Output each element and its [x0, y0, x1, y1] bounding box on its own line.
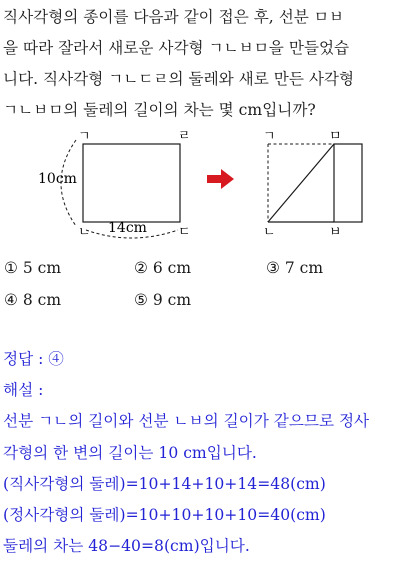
folded-rectangle — [263, 129, 362, 240]
question-text — [3, 2, 397, 126]
answer-line: 정답 : ④ — [3, 350, 64, 368]
choice-3[interactable]: ③ 7 cm — [266, 259, 324, 277]
solution-line: (정사각형의 둘레)=10+10+10+10=40(cm) — [3, 506, 326, 525]
choice-2[interactable]: ② 6 cm — [134, 259, 192, 277]
vertex-label: ㄱ — [78, 129, 91, 144]
solution-line: 선분 ㄱㄴ의 길이와 선분 ㄴㅂ의 길이가 같으므로 정사 — [3, 412, 370, 431]
vertex-label: ㄷ — [178, 225, 191, 240]
arrow-right-icon — [207, 169, 234, 189]
height-label: 10cm — [38, 171, 77, 187]
solution-line: (직사각형의 둘레)=10+14+10+14=48(cm) — [3, 474, 326, 493]
solution-heading: 해설 : — [3, 381, 44, 400]
question-line: ㄱㄴㅂㅁ의 둘레의 길이의 차는 몇 cm입니까? — [3, 101, 316, 119]
choice-5[interactable]: ⑤ 9 cm — [134, 291, 192, 309]
solution-line: 각형의 한 변의 길이는 10 cm입니다. — [3, 443, 257, 462]
answer-choices — [4, 252, 394, 316]
choice-1[interactable]: ① 5 cm — [4, 259, 62, 277]
width-label: 14cm — [108, 220, 147, 236]
question-line: 을 따라 잘라서 새로운 사각형 ㄱㄴㅂㅁ을 만들었습 — [3, 39, 350, 57]
vertex-label: ㄱ — [263, 129, 276, 144]
vertex-label: ㅁ — [329, 129, 342, 144]
folding-figure — [0, 128, 400, 252]
vertex-label: ㅂ — [329, 225, 342, 240]
vertex-label: ㄴ — [78, 225, 91, 240]
original-rectangle — [38, 129, 191, 240]
solution — [3, 344, 397, 562]
question-line: 직사각형의 종이를 다음과 같이 접은 후, 선분 ㅁㅂ — [3, 8, 344, 26]
question-line: 니다. 직사각형 ㄱㄴㄷㄹ의 둘레와 새로 만든 사각형 — [3, 70, 355, 88]
solution-line: 둘레의 차는 48−40=8(cm)입니다. — [3, 537, 250, 556]
vertex-label: ㄹ — [178, 129, 191, 144]
choice-4[interactable]: ④ 8 cm — [4, 291, 62, 309]
vertex-label: ㄴ — [263, 225, 276, 240]
